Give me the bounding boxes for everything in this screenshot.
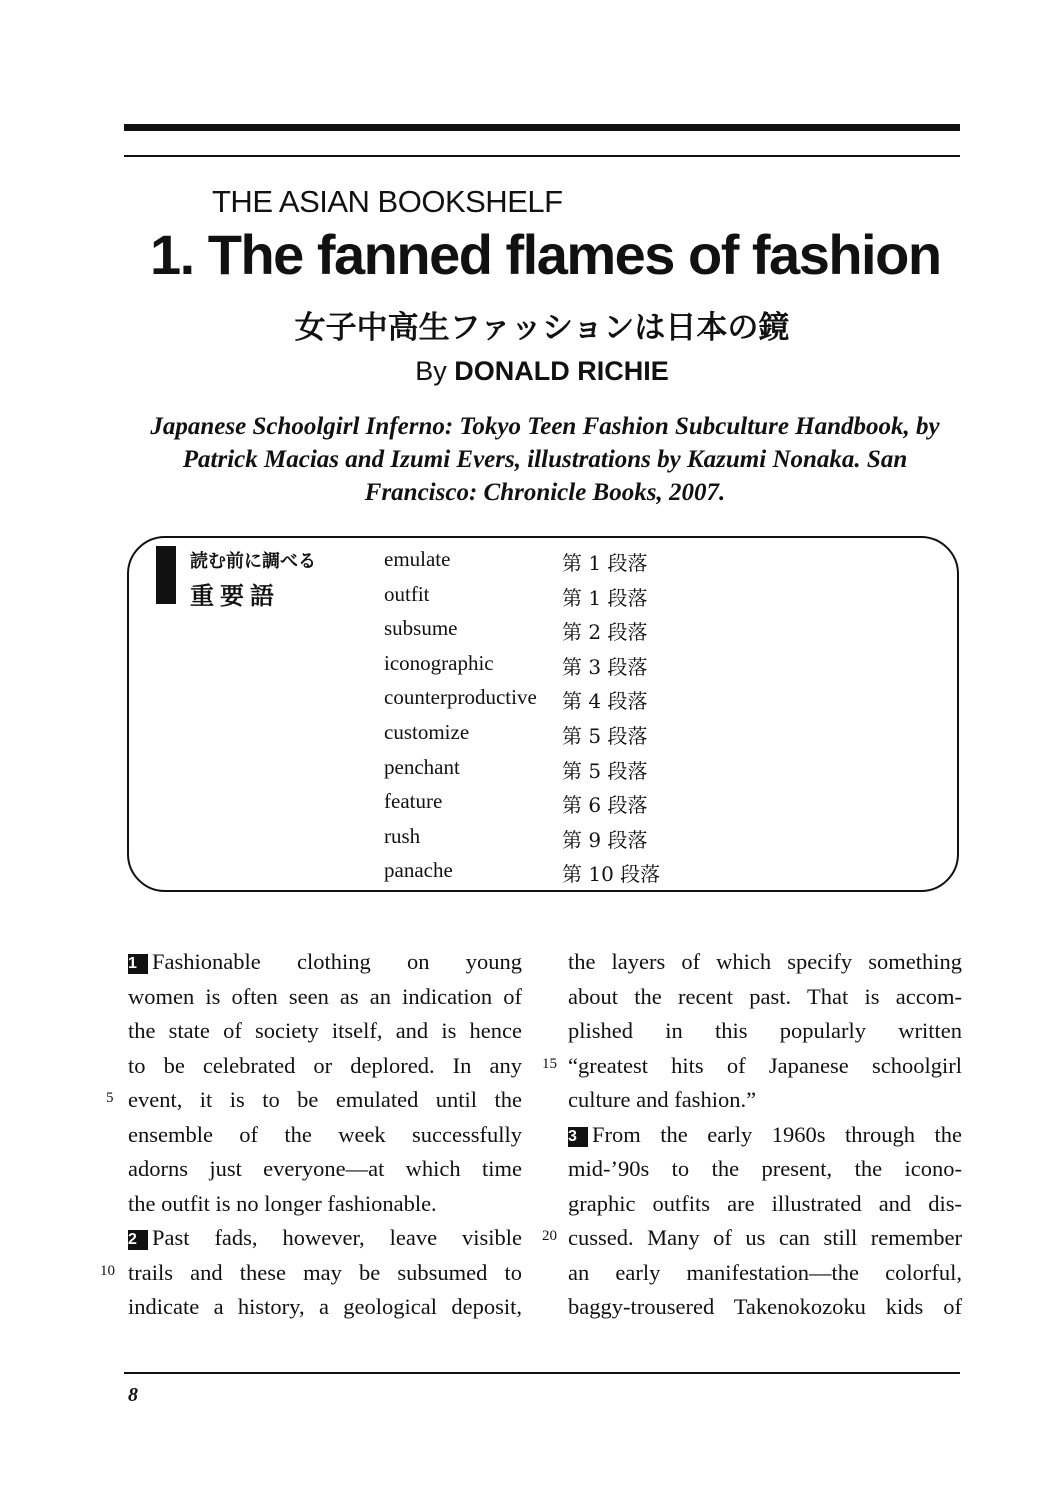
body-line (128, 945, 522, 980)
vocab-paragraph-ref: 第 10 段落 (562, 862, 661, 886)
vocab-word: panache (384, 858, 453, 882)
header-rule-thick (124, 124, 960, 131)
body-line: the layers of which specify something (568, 949, 962, 974)
vocab-paragraph-ref: 第 4 段落 (562, 689, 648, 713)
body-line: culture and fashion.” (568, 1087, 757, 1112)
vocab-paragraph-ref: 第 1 段落 (562, 586, 648, 610)
vocab-word: customize (384, 720, 470, 744)
vocab-paragraph-ref: 第 3 段落 (562, 655, 648, 679)
vocabulary-heading-line1: 読む前に調べる (190, 551, 316, 572)
vocabulary-heading-line2: 重要語 (190, 582, 280, 610)
body-line: graphic outfits are illustrated and dis- (568, 1190, 962, 1216)
body-line: mid-’90s to the present, the icono- (568, 1156, 962, 1181)
body-line: cussed. Many of us can still remember (568, 1225, 962, 1250)
japanese-subtitle: 女子中高生ファッションは日本の鏡 (294, 310, 790, 346)
body-line: indicate a history, a geological deposit, (128, 1294, 522, 1319)
body-line: an early manifestation—the colorful, (568, 1259, 962, 1285)
paragraph-marker: 3 (568, 1127, 588, 1147)
vocab-word: emulate (384, 547, 451, 571)
body-line: women is often seen as an indication of (128, 983, 522, 1009)
line-number: 5 (106, 1090, 114, 1106)
vocab-paragraph-ref: 第 6 段落 (562, 793, 648, 817)
vocab-paragraph-ref: 第 5 段落 (562, 759, 648, 783)
footer-rule (124, 1372, 960, 1374)
vocab-paragraph-ref: 第 2 段落 (562, 620, 648, 644)
body-line: to be celebrated or deplored. In any (128, 1052, 522, 1078)
body-line-text: Past fads, however, leave visible (152, 1225, 522, 1250)
vocab-word: penchant (384, 755, 460, 779)
line-number: 20 (542, 1228, 557, 1244)
body-line-text: Fashionable clothing on young (152, 949, 522, 974)
paragraph-marker: 2 (128, 1230, 148, 1250)
vocab-word: iconographic (384, 651, 494, 675)
byline (0, 356, 1058, 387)
line-number: 10 (100, 1263, 115, 1279)
body-line: ensemble of the week successfully (128, 1121, 522, 1147)
body-line: baggy-trousered Takenokozoku kids of (568, 1294, 962, 1319)
page-number: 8 (128, 1384, 138, 1406)
body-line: adorns just everyone—at which time (128, 1156, 522, 1181)
paragraph-marker: 1 (128, 954, 148, 974)
vocab-word: feature (384, 789, 443, 813)
body-line (128, 1221, 522, 1256)
byline-prefix: By (415, 356, 447, 386)
body-line: event, it is to be emulated until the (128, 1087, 522, 1112)
author-name: DONALD RICHIE (454, 356, 669, 386)
body-line: plished in this popularly written (568, 1018, 962, 1043)
body-line-text: From the early 1960s through the (592, 1121, 962, 1147)
body-line: “greatest hits of Japanese schoolgirl (568, 1052, 962, 1078)
body-column-right (568, 945, 962, 1325)
series-title: THE ASIAN BOOKSHELF (212, 184, 563, 219)
body-line: trails and these may be subsumed to (128, 1259, 522, 1285)
line-number: 15 (542, 1056, 557, 1072)
body-line: the state of society itself, and is hence (128, 1018, 522, 1043)
vocab-word: counterproductive (384, 685, 537, 709)
body-column-left (128, 945, 522, 1325)
vocab-word: rush (384, 824, 421, 848)
body-line (568, 1118, 962, 1153)
vocab-paragraph-ref: 第 1 段落 (562, 551, 648, 575)
body-line: the outfit is no longer fashionable. (128, 1190, 437, 1216)
vocab-paragraph-ref: 第 5 段落 (562, 724, 648, 748)
article-title: 1. The fanned flames of fashion (150, 223, 941, 286)
book-citation: Japanese Schoolgirl Inferno: Tokyo Teen Fashion Subculture Handbook, by Patrick Macias and Izumi Evers, illustrations by Kazumi Nonaka. San Francisco: Chronicle Books, 2007. (150, 413, 940, 506)
vocabulary-heading-bar (156, 546, 176, 604)
vocab-word: subsume (384, 616, 458, 640)
body-line: about the recent past. That is accom- (568, 983, 962, 1009)
vocab-paragraph-ref: 第 9 段落 (562, 828, 648, 852)
vocab-word: outfit (384, 582, 430, 606)
header-rule-thin (124, 155, 960, 157)
